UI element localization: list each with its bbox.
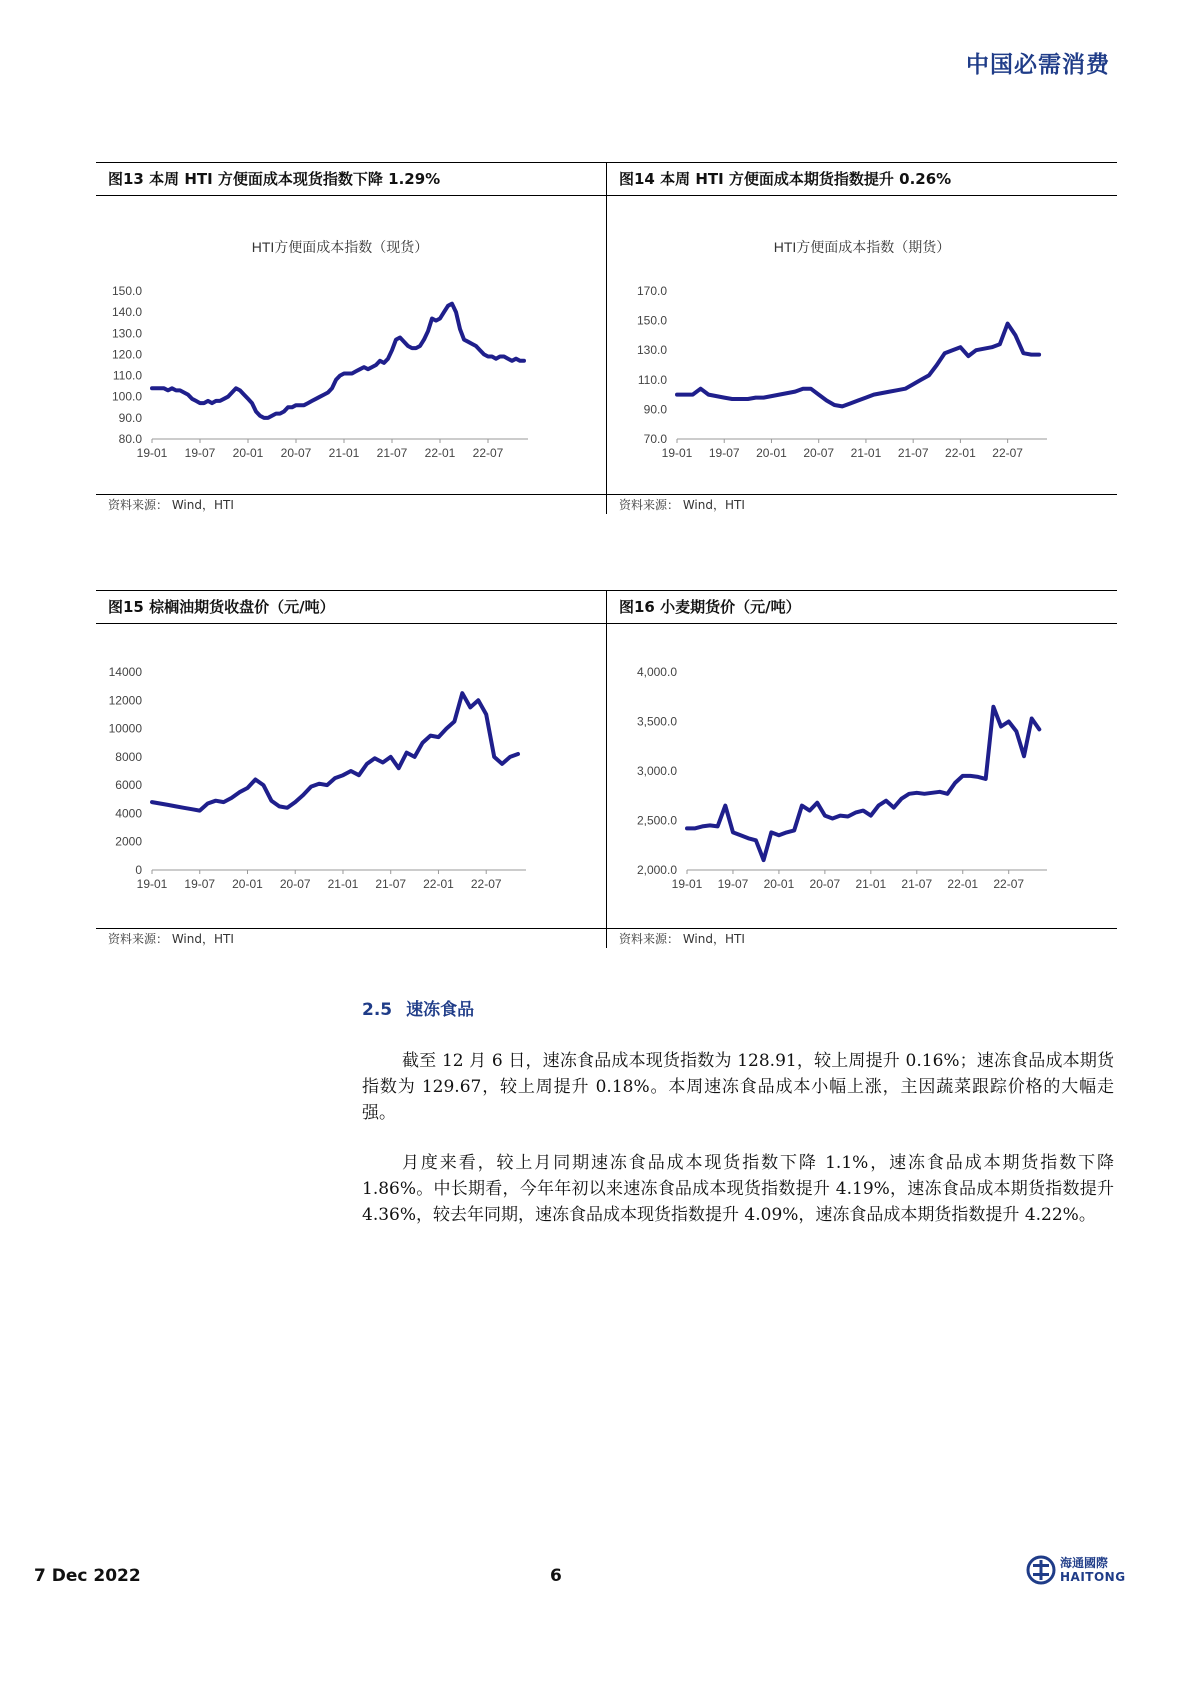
y-tick-label: 150.0: [636, 313, 667, 328]
x-tick-label: 20-07: [803, 446, 835, 460]
figure-15-chart: [96, 624, 606, 928]
y-tick-label: 4,000.0: [636, 665, 677, 679]
x-tick-label: 22-01: [945, 446, 976, 460]
x-tick-label: 20-07: [280, 446, 312, 460]
figure-13: [96, 162, 606, 514]
x-tick-label: 20-07: [279, 877, 311, 891]
y-tick-label: 14000: [108, 665, 142, 679]
x-tick-label: 19-07: [717, 877, 749, 891]
x-tick-label: 21-01: [855, 877, 887, 891]
y-tick-label: 150.0: [111, 284, 142, 298]
logo-text-cn: 海通國際: [1060, 1556, 1109, 1570]
y-tick-label: 170.0: [636, 284, 667, 298]
x-tick-label: 19-01: [136, 446, 168, 460]
x-tick-label: 21-01: [327, 877, 359, 891]
y-tick-label: 8000: [115, 749, 142, 764]
y-tick-label: 80.0: [118, 432, 142, 446]
y-tick-label: 3,500.0: [636, 714, 677, 729]
y-tick-label: 90.0: [118, 410, 142, 425]
page-number: 6: [550, 1566, 562, 1586]
series-line: [687, 707, 1039, 860]
y-tick-label: 0: [135, 863, 142, 877]
y-tick-label: 140.0: [111, 305, 142, 320]
x-tick-label: 20-01: [232, 446, 264, 460]
footer-date: 7 Dec 2022: [34, 1566, 141, 1586]
y-tick-label: 90.0: [643, 402, 667, 417]
paragraph-1: 截至 12 月 6 日，速冻食品成本现货指数为 128.91，较上周提升 0.16%；速冻食品成本期货指数为 129.67，较上周提升 0.18%。本周速冻食品成本小幅上涨，主因蔬菜跟踪价格的大幅走强。: [362, 1051, 1114, 1123]
figure-15-source: 资料来源： Wind，HTI: [96, 928, 606, 948]
y-tick-label: 120.0: [111, 347, 142, 362]
figure-13-chart: [96, 196, 606, 494]
figure-14-title: 图14 本周 HTI 方便面成本期货指数提升 0.26%: [607, 162, 1117, 196]
figure-16: [606, 590, 1117, 948]
x-tick-label: 20-01: [763, 877, 795, 891]
figure-16-title: 图16 小麦期货价（元/吨）: [607, 590, 1117, 624]
haitong-logo-icon: [1026, 1555, 1056, 1585]
section-heading: [362, 995, 474, 1020]
series-line: [677, 324, 1039, 407]
x-tick-label: 19-07: [184, 446, 216, 460]
x-tick-label: 21-07: [375, 877, 407, 891]
figure-16-source: 资料来源： Wind，HTI: [607, 928, 1117, 948]
x-tick-label: 19-01: [671, 877, 703, 891]
x-tick-label: 21-07: [897, 446, 929, 460]
x-tick-label: 19-01: [661, 446, 693, 460]
x-tick-label: 20-07: [809, 877, 841, 891]
x-tick-label: 22-07: [993, 877, 1025, 891]
x-tick-label: 21-07: [901, 877, 933, 891]
page-header-title: 中国必需消费: [966, 52, 1110, 78]
figure-14: [606, 162, 1117, 514]
x-tick-label: 21-01: [328, 446, 360, 460]
x-tick-label: 21-01: [850, 446, 882, 460]
y-tick-label: 12000: [108, 693, 142, 708]
x-tick-label: 19-07: [708, 446, 740, 460]
figure-15-title: 图15 棕榈油期货收盘价（元/吨）: [96, 590, 606, 624]
x-tick-label: 22-01: [947, 877, 979, 891]
y-tick-label: 110.0: [112, 368, 142, 383]
x-tick-label: 22-07: [470, 877, 502, 891]
x-tick-label: 22-01: [423, 877, 454, 891]
section-title: 速冻食品: [406, 1000, 475, 1020]
y-tick-label: 2,000.0: [636, 863, 677, 877]
figure-15: [96, 590, 606, 948]
x-tick-label: 22-01: [424, 446, 456, 460]
x-tick-label: 20-01: [756, 446, 787, 460]
y-tick-label: 3,000.0: [636, 764, 677, 778]
y-tick-label: 2,500.0: [636, 813, 677, 828]
x-tick-label: 19-01: [136, 877, 168, 891]
x-tick-label: 21-07: [376, 446, 408, 460]
y-tick-label: 130.0: [636, 343, 667, 358]
y-tick-label: 10000: [108, 721, 142, 736]
section-number: 2.5: [362, 1000, 393, 1020]
y-tick-label: 70.0: [643, 432, 667, 446]
x-tick-label: 22-07: [472, 446, 504, 460]
series-line: [152, 693, 518, 810]
y-tick-label: 110.0: [637, 372, 667, 387]
figure-13-source: 资料来源： Wind，HTI: [96, 494, 606, 514]
y-tick-label: 6000: [115, 778, 142, 793]
series-line: [152, 304, 524, 418]
chart-title: HTI方便面成本指数（现货）: [251, 239, 429, 255]
x-tick-label: 20-01: [232, 877, 263, 891]
x-tick-label: 22-07: [992, 446, 1023, 460]
figure-14-source: 资料来源： Wind，HTI: [607, 494, 1117, 514]
y-tick-label: 4000: [115, 806, 142, 821]
x-tick-label: 19-07: [184, 877, 216, 891]
logo-text-en: HAITONG: [1060, 1570, 1126, 1584]
y-tick-label: 130.0: [111, 326, 142, 341]
paragraph-2: 月度来看，较上月同期速冻食品成本现货指数下降 1.1%，速冻食品成本期货指数下降 1.86%。中长期看，今年年初以来速冻食品成本现货指数提升 4.19%，速冻食品成本期货指数提升 4.36%，较去年同期，速冻食品成本现货指数提升 4.09%，速冻食品成本期货指数提升 4.22%。: [362, 1153, 1114, 1225]
y-tick-label: 100.0: [111, 389, 142, 404]
haitong-logo: [1026, 1555, 1126, 1585]
figure-14-chart: [607, 196, 1117, 494]
figure-13-title: 图13 本周 HTI 方便面成本现货指数下降 1.29%: [96, 162, 606, 196]
y-tick-label: 2000: [115, 834, 142, 849]
figure-16-chart: [607, 624, 1117, 928]
chart-title: HTI方便面成本指数（期货）: [773, 239, 951, 255]
